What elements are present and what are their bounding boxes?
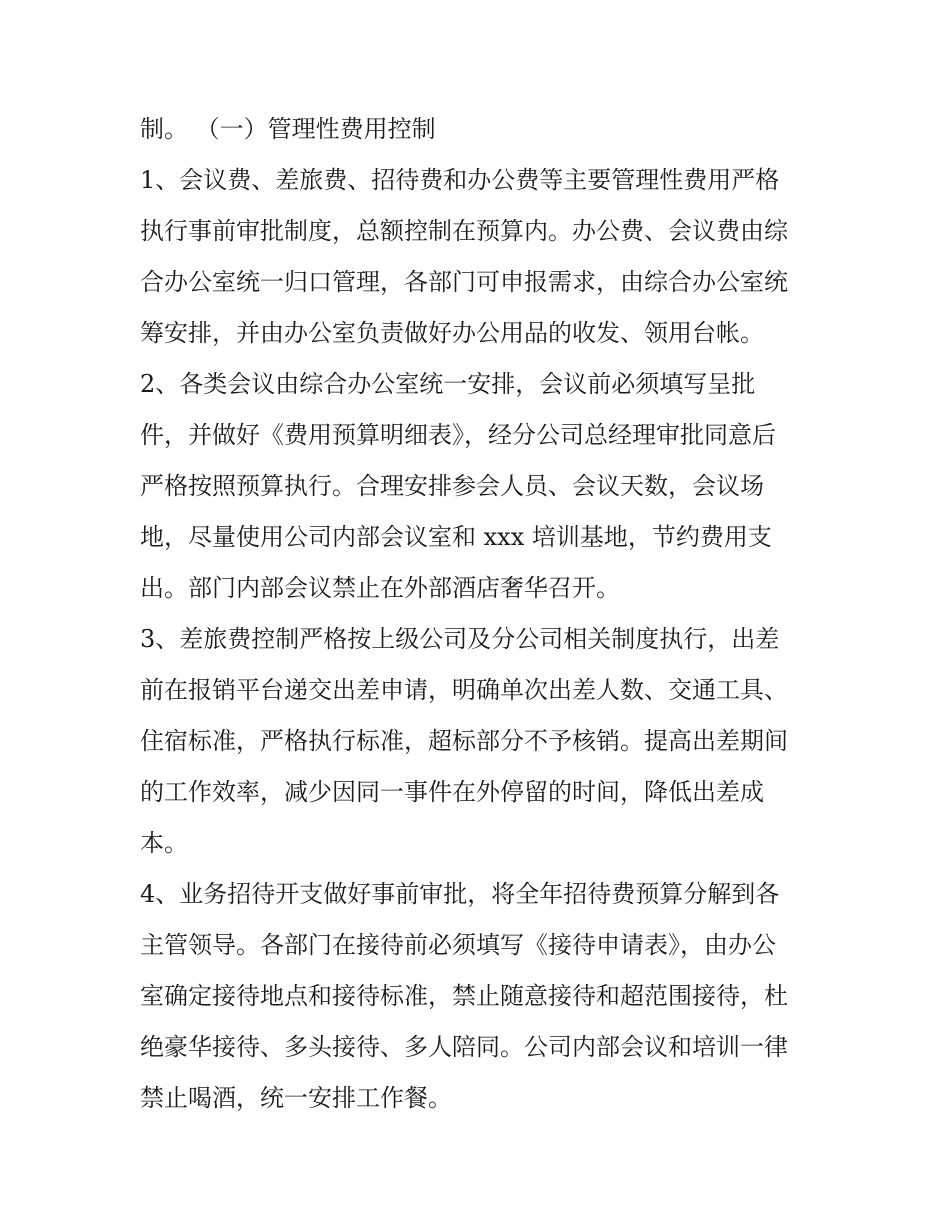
text-line: 件，并做好《费用预算明细表》，经分公司总经理审批同意后 — [140, 421, 776, 449]
text-line: 2、各类会议由综合办公室统一安排，会议前必须填写呈批 — [140, 370, 756, 398]
text-line: 4、业务招待开支做好事前审批，将全年招待费预算分解到各 — [140, 880, 780, 908]
text-line: 主管领导。各部门在接待前必须填写《接待申请表》，由办公 — [140, 931, 776, 959]
text-line: 地，尽量使用公司内部会议室和 xxx 培训基地，节约费用支 — [140, 523, 772, 551]
text-line: 筹安排，并由办公室负责做好办公用品的收发、领用台帐。 — [140, 319, 764, 347]
text-line: 严格按照预算执行。合理安排参会人员、会议天数，会议场 — [140, 472, 764, 500]
text-line: 住宿标准，严格执行标准，超标部分不予核销。提高出差期间 — [140, 727, 788, 755]
text-line: 前在报销平台递交出差申请，明确单次出差人数、交通工具、 — [140, 676, 788, 704]
text-line: 绝豪华接待、多头接待、多人陪同。公司内部会议和培训一律 — [140, 1033, 788, 1061]
text-line: 禁止喝酒，统一安排工作餐。 — [140, 1084, 452, 1112]
text-line: 制。 （一）管理性费用控制 — [140, 115, 436, 143]
text-line: 出。部门内部会议禁止在外部酒店奢华召开。 — [140, 574, 620, 602]
text-line: 3、差旅费控制严格按上级公司及分公司相关制度执行，出差 — [140, 625, 780, 653]
text-line: 本。 — [140, 829, 188, 857]
text-line: 的工作效率，减少因同一事件在外停留的时间，降低出差成 — [140, 778, 764, 806]
text-line: 室确定接待地点和接待标准，禁止随意接待和超范围接待，杜 — [140, 982, 788, 1010]
text-line: 合办公室统一归口管理，各部门可申报需求，由综合办公室统 — [140, 268, 788, 296]
text-line: 1、会议费、差旅费、招待费和办公费等主要管理性费用严格 — [140, 166, 780, 194]
text-line: 执行事前审批制度，总额控制在预算内。办公费、会议费由综 — [140, 217, 788, 245]
